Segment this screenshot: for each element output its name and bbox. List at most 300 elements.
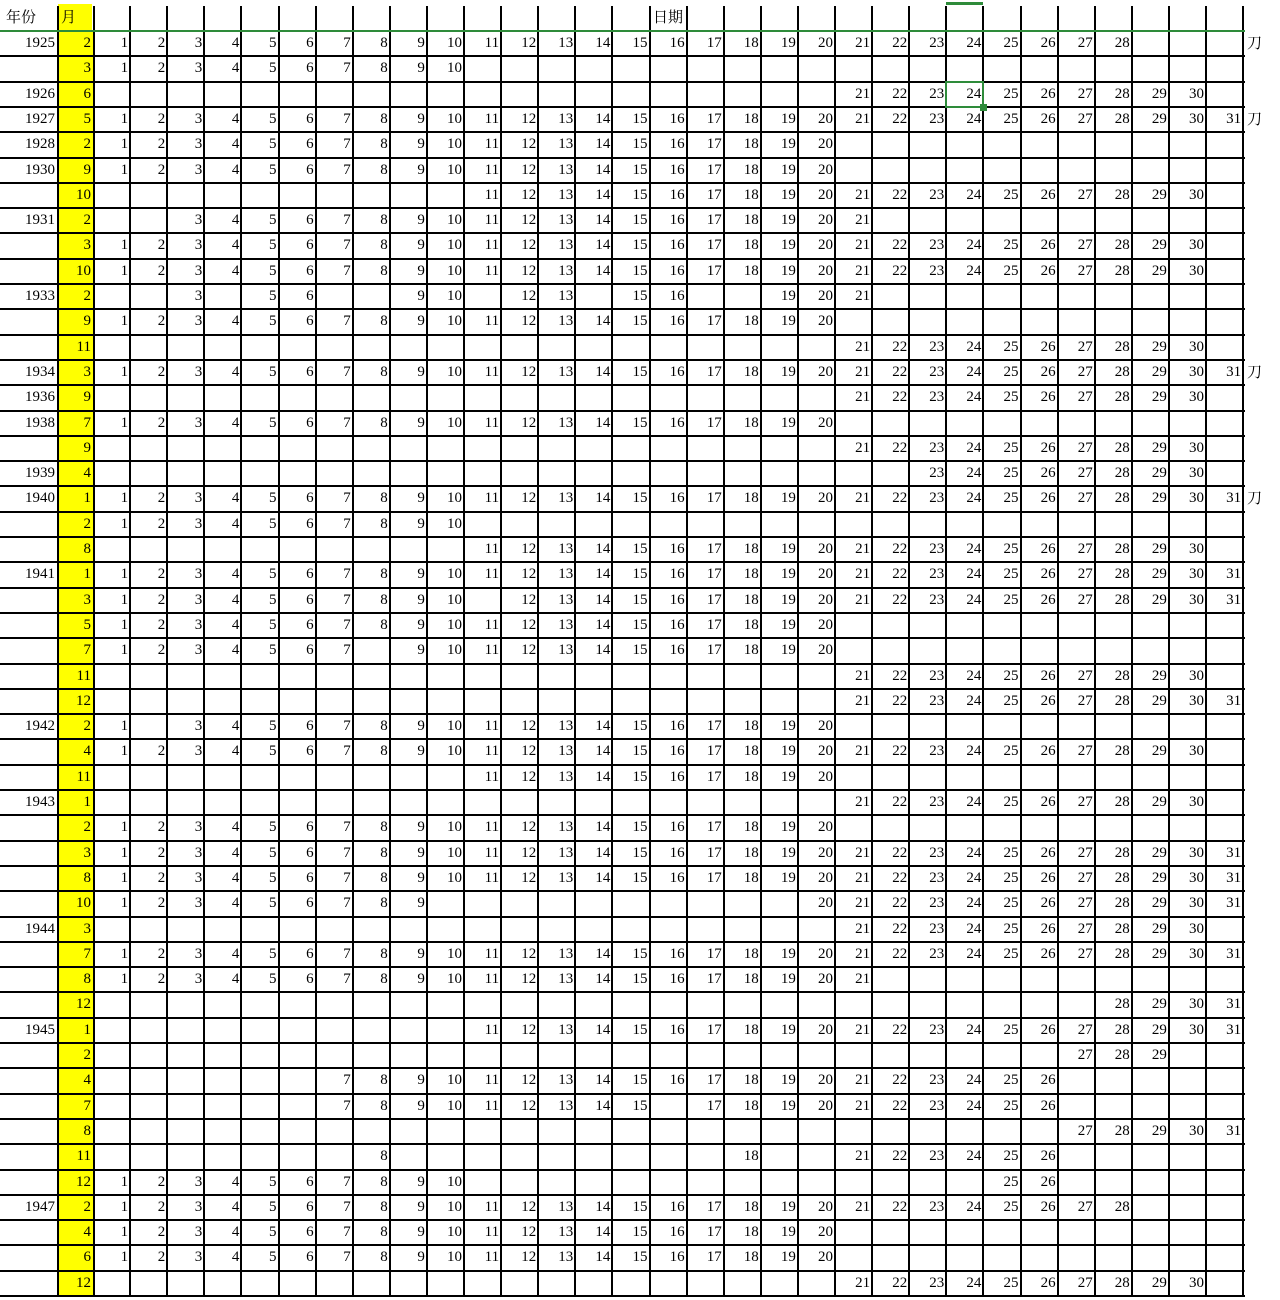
day-cell[interactable]: 5 xyxy=(268,895,277,912)
day-cell[interactable]: 9 xyxy=(417,414,425,431)
year-cell[interactable] xyxy=(6,739,57,764)
year-cell[interactable] xyxy=(6,183,57,208)
day-cell[interactable]: 11 xyxy=(484,186,500,203)
day-cell[interactable]: 29 xyxy=(1151,110,1167,127)
day-cell[interactable]: 1 xyxy=(120,414,129,431)
day-cell[interactable]: 8 xyxy=(380,515,388,532)
day-cell[interactable]: 29 xyxy=(1151,869,1167,886)
day-cell[interactable]: 1 xyxy=(120,1173,129,1190)
day-cell[interactable]: 28 xyxy=(1114,945,1130,962)
day-cell[interactable]: 23 xyxy=(929,591,945,608)
day-cell[interactable]: 13 xyxy=(558,591,574,608)
day-cell[interactable]: 21 xyxy=(855,490,871,507)
day-cell[interactable]: 16 xyxy=(669,363,685,380)
day-cell[interactable]: 14 xyxy=(595,591,611,608)
day-cell[interactable]: 10 xyxy=(446,60,462,77)
day-cell[interactable]: 12 xyxy=(521,313,537,330)
day-cell[interactable]: 6 xyxy=(306,490,314,507)
day-cell[interactable]: 8 xyxy=(380,895,388,912)
day-cell[interactable]: 29 xyxy=(1151,743,1167,760)
month-cell[interactable]: 10 xyxy=(57,891,93,916)
day-cell[interactable]: 9 xyxy=(417,1224,425,1241)
day-cell[interactable]: 25 xyxy=(1003,945,1019,962)
day-cell[interactable]: 20 xyxy=(817,566,833,583)
day-cell[interactable]: 10 xyxy=(446,262,462,279)
day-cell[interactable]: 19 xyxy=(780,945,796,962)
day-cell[interactable]: 5 xyxy=(268,1224,277,1241)
month-cell[interactable]: 6 xyxy=(57,82,93,107)
year-cell[interactable] xyxy=(6,1170,57,1195)
year-cell[interactable] xyxy=(6,309,57,334)
day-cell[interactable]: 28 xyxy=(1114,667,1130,684)
day-cell[interactable]: 8 xyxy=(380,566,388,583)
day-cell[interactable]: 29 xyxy=(1151,1047,1167,1063)
year-cell[interactable] xyxy=(6,1144,57,1169)
month-cell[interactable]: 9 xyxy=(57,158,93,183)
day-cell[interactable]: 23 xyxy=(929,237,945,254)
day-cell[interactable]: 30 xyxy=(1188,692,1204,709)
day-cell[interactable]: 18 xyxy=(743,212,759,229)
day-cell[interactable]: 4 xyxy=(231,945,240,962)
day-cell[interactable]: 18 xyxy=(743,642,759,659)
day-cell[interactable]: 30 xyxy=(1188,237,1204,254)
day-cell[interactable]: 28 xyxy=(1114,465,1130,482)
day-cell[interactable]: 6 xyxy=(306,869,314,886)
day-cell[interactable]: 16 xyxy=(669,237,685,254)
day-cell[interactable]: 30 xyxy=(1188,667,1204,684)
month-cell[interactable]: 9 xyxy=(57,436,93,461)
day-cell[interactable]: 3 xyxy=(194,642,203,659)
day-cell[interactable]: 22 xyxy=(892,1148,908,1165)
day-cell[interactable]: 6 xyxy=(306,566,314,583)
year-cell[interactable] xyxy=(6,259,57,284)
day-cell[interactable]: 30 xyxy=(1188,439,1204,456)
day-cell[interactable]: 10 xyxy=(446,819,462,836)
day-cell[interactable]: 27 xyxy=(1077,1021,1093,1038)
day-cell[interactable]: 18 xyxy=(743,1224,759,1241)
day-cell[interactable]: 18 xyxy=(743,768,759,785)
day-cell[interactable]: 7 xyxy=(343,212,351,229)
day-cell[interactable]: 5 xyxy=(268,363,277,380)
year-cell[interactable]: 1926 xyxy=(25,85,55,102)
day-cell[interactable]: 19 xyxy=(780,566,796,583)
day-cell[interactable]: 24 xyxy=(966,439,982,456)
day-cell[interactable]: 14 xyxy=(595,566,611,583)
day-cell[interactable]: 11 xyxy=(484,844,500,861)
day-cell[interactable]: 17 xyxy=(706,642,722,659)
month-cell[interactable]: 2 xyxy=(57,31,93,56)
day-cell[interactable]: 22 xyxy=(892,869,908,886)
day-cell[interactable]: 30 xyxy=(1188,490,1204,507)
day-cell[interactable]: 22 xyxy=(892,895,908,912)
day-cell[interactable]: 21 xyxy=(855,85,871,102)
day-cell[interactable]: 21 xyxy=(855,743,871,760)
year-cell[interactable] xyxy=(6,436,57,461)
day-cell[interactable]: 29 xyxy=(1151,1274,1167,1291)
day-cell[interactable]: 8 xyxy=(380,313,388,330)
day-cell[interactable]: 21 xyxy=(855,667,871,684)
day-cell[interactable]: 23 xyxy=(929,110,945,127)
day-cell[interactable]: 12 xyxy=(521,414,537,431)
header-year[interactable]: 年份 xyxy=(6,8,37,26)
day-cell[interactable]: 15 xyxy=(632,971,648,988)
day-cell[interactable]: 20 xyxy=(817,1072,833,1089)
day-cell[interactable]: 23 xyxy=(929,1021,945,1038)
day-cell[interactable]: 8 xyxy=(380,1224,388,1241)
day-cell[interactable]: 2 xyxy=(157,60,166,77)
day-cell[interactable]: 28 xyxy=(1114,1122,1130,1139)
day-cell[interactable]: 20 xyxy=(817,768,833,785)
day-cell[interactable]: 30 xyxy=(1188,945,1204,962)
day-cell[interactable]: 16 xyxy=(669,541,685,557)
year-cell[interactable] xyxy=(6,56,57,81)
day-cell[interactable]: 31 xyxy=(1226,363,1242,380)
day-cell[interactable]: 18 xyxy=(743,743,759,760)
day-cell[interactable]: 23 xyxy=(929,1148,945,1165)
day-cell[interactable]: 9 xyxy=(417,1198,425,1215)
day-cell[interactable]: 30 xyxy=(1188,262,1204,279)
day-cell[interactable]: 25 xyxy=(1003,439,1019,456)
day-cell[interactable]: 3 xyxy=(194,971,203,988)
day-cell[interactable]: 3 xyxy=(194,414,203,431)
day-cell[interactable]: 11 xyxy=(484,616,500,633)
day-cell[interactable]: 24 xyxy=(966,945,982,962)
day-cell[interactable]: 5 xyxy=(268,288,277,304)
day-cell[interactable]: 17 xyxy=(706,313,722,330)
month-cell[interactable]: 7 xyxy=(57,942,93,967)
day-cell[interactable]: 15 xyxy=(632,110,648,127)
day-cell[interactable]: 1 xyxy=(120,1249,129,1266)
day-cell[interactable]: 13 xyxy=(558,1072,574,1089)
day-cell[interactable]: 16 xyxy=(669,313,685,330)
day-cell[interactable]: 8 xyxy=(380,819,388,836)
day-cell[interactable]: 12 xyxy=(521,161,537,178)
day-cell[interactable]: 9 xyxy=(417,237,425,254)
day-cell[interactable]: 23 xyxy=(929,794,945,810)
day-cell[interactable]: 18 xyxy=(743,161,759,178)
day-cell[interactable]: 15 xyxy=(632,819,648,836)
day-cell[interactable]: 11 xyxy=(484,35,500,51)
day-cell[interactable]: 9 xyxy=(417,1249,425,1266)
day-cell[interactable]: 10 xyxy=(446,945,462,962)
day-cell[interactable]: 14 xyxy=(595,1198,611,1215)
day-cell[interactable]: 22 xyxy=(892,667,908,684)
day-cell[interactable]: 17 xyxy=(706,363,722,380)
month-cell[interactable]: 9 xyxy=(57,385,93,410)
day-cell[interactable]: 4 xyxy=(231,1198,240,1215)
day-cell[interactable]: 28 xyxy=(1114,566,1130,583)
day-cell[interactable]: 17 xyxy=(706,718,722,735)
day-cell[interactable]: 11 xyxy=(484,363,500,380)
day-cell[interactable]: 21 xyxy=(855,1274,871,1291)
day-cell[interactable]: 17 xyxy=(706,844,722,861)
day-cell[interactable]: 6 xyxy=(306,414,314,431)
day-cell[interactable]: 19 xyxy=(780,743,796,760)
day-cell[interactable]: 27 xyxy=(1077,1122,1093,1139)
day-cell[interactable]: 15 xyxy=(632,161,648,178)
day-cell[interactable]: 13 xyxy=(558,971,574,988)
day-cell[interactable]: 23 xyxy=(929,35,945,51)
day-cell[interactable]: 23 xyxy=(929,692,945,709)
day-cell[interactable]: 8 xyxy=(380,363,388,380)
day-cell[interactable]: 8 xyxy=(380,1148,388,1165)
day-cell[interactable]: 19 xyxy=(780,262,796,279)
day-cell[interactable]: 18 xyxy=(743,718,759,735)
day-cell[interactable]: 19 xyxy=(780,1097,796,1114)
day-cell[interactable]: 21 xyxy=(855,237,871,254)
day-cell[interactable]: 9 xyxy=(417,288,425,304)
day-cell[interactable]: 25 xyxy=(1003,692,1019,709)
day-cell[interactable]: 24 xyxy=(966,743,982,760)
day-cell[interactable]: 20 xyxy=(817,1224,833,1241)
day-cell[interactable]: 17 xyxy=(706,616,722,633)
day-cell[interactable]: 9 xyxy=(417,895,425,912)
day-cell[interactable]: 10 xyxy=(446,971,462,988)
day-cell[interactable]: 22 xyxy=(892,186,908,203)
day-cell[interactable]: 12 xyxy=(521,1021,537,1038)
day-cell[interactable]: 14 xyxy=(595,718,611,735)
day-cell[interactable]: 18 xyxy=(743,1097,759,1114)
day-cell[interactable]: 22 xyxy=(892,439,908,456)
day-cell[interactable]: 27 xyxy=(1077,85,1093,102)
day-cell[interactable]: 25 xyxy=(1003,237,1019,254)
day-cell[interactable]: 6 xyxy=(306,237,314,254)
header-dates[interactable]: 日期 xyxy=(652,8,683,26)
day-cell[interactable]: 1 xyxy=(120,591,129,608)
day-cell[interactable]: 2 xyxy=(157,591,166,608)
day-cell[interactable]: 27 xyxy=(1077,743,1093,760)
month-cell[interactable]: 1 xyxy=(57,562,93,587)
day-cell[interactable]: 5 xyxy=(268,136,277,153)
day-cell[interactable]: 6 xyxy=(306,718,314,735)
day-cell[interactable]: 20 xyxy=(817,616,833,633)
day-cell[interactable]: 16 xyxy=(669,945,685,962)
day-cell[interactable]: 4 xyxy=(231,895,240,912)
day-cell[interactable]: 2 xyxy=(157,262,166,279)
day-cell[interactable]: 1 xyxy=(120,743,129,760)
day-cell[interactable]: 22 xyxy=(892,541,908,557)
day-cell[interactable]: 27 xyxy=(1077,920,1093,937)
day-cell[interactable]: 20 xyxy=(817,186,833,203)
day-cell[interactable]: 1 xyxy=(120,895,129,912)
day-cell[interactable]: 9 xyxy=(417,591,425,608)
day-cell[interactable]: 25 xyxy=(1003,591,1019,608)
day-cell[interactable]: 5 xyxy=(268,591,277,608)
day-cell[interactable]: 10 xyxy=(446,212,462,229)
day-cell[interactable]: 19 xyxy=(780,1198,796,1215)
day-cell[interactable]: 12 xyxy=(521,490,537,507)
month-cell[interactable]: 8 xyxy=(57,967,93,992)
day-cell[interactable]: 25 xyxy=(1003,1274,1019,1291)
day-cell[interactable]: 24 xyxy=(966,566,982,583)
day-cell[interactable]: 9 xyxy=(417,161,425,178)
day-cell[interactable]: 21 xyxy=(855,1097,871,1114)
day-cell[interactable]: 30 xyxy=(1188,363,1204,380)
day-cell[interactable]: 31 xyxy=(1226,1122,1242,1139)
day-cell[interactable]: 17 xyxy=(706,1072,722,1089)
day-cell[interactable]: 27 xyxy=(1077,389,1093,406)
month-cell[interactable]: 5 xyxy=(57,107,93,132)
day-cell[interactable]: 17 xyxy=(706,237,722,254)
day-cell[interactable]: 4 xyxy=(231,490,240,507)
month-cell[interactable]: 7 xyxy=(57,638,93,663)
day-cell[interactable]: 2 xyxy=(157,616,166,633)
day-cell[interactable]: 6 xyxy=(306,819,314,836)
day-cell[interactable]: 22 xyxy=(892,262,908,279)
month-cell[interactable]: 10 xyxy=(57,183,93,208)
day-cell[interactable]: 19 xyxy=(780,768,796,785)
day-cell[interactable]: 12 xyxy=(521,363,537,380)
day-cell[interactable]: 15 xyxy=(632,212,648,229)
month-cell[interactable]: 8 xyxy=(57,866,93,891)
day-cell[interactable]: 10 xyxy=(446,718,462,735)
day-cell[interactable]: 13 xyxy=(558,869,574,886)
day-cell[interactable]: 15 xyxy=(632,1097,648,1114)
day-cell[interactable]: 31 xyxy=(1226,844,1242,861)
day-cell[interactable]: 16 xyxy=(669,616,685,633)
day-cell[interactable]: 18 xyxy=(743,566,759,583)
day-cell[interactable]: 26 xyxy=(1040,869,1056,886)
day-cell[interactable]: 10 xyxy=(446,288,462,304)
day-cell[interactable]: 24 xyxy=(966,1021,982,1038)
day-cell[interactable]: 19 xyxy=(780,642,796,659)
day-cell[interactable]: 2 xyxy=(157,642,166,659)
day-cell[interactable]: 16 xyxy=(669,1198,685,1215)
month-cell[interactable]: 10 xyxy=(57,259,93,284)
day-cell[interactable]: 19 xyxy=(780,844,796,861)
month-cell[interactable]: 4 xyxy=(57,1068,93,1093)
day-cell[interactable]: 5 xyxy=(268,869,277,886)
day-cell[interactable]: 11 xyxy=(484,414,500,431)
day-cell[interactable]: 6 xyxy=(306,288,314,304)
day-cell[interactable]: 12 xyxy=(521,1198,537,1215)
month-cell[interactable]: 9 xyxy=(57,309,93,334)
day-cell[interactable]: 5 xyxy=(268,566,277,583)
day-cell[interactable]: 11 xyxy=(484,490,500,507)
day-cell[interactable]: 20 xyxy=(817,1198,833,1215)
day-cell[interactable]: 8 xyxy=(380,869,388,886)
day-cell[interactable]: 12 xyxy=(521,869,537,886)
day-cell[interactable]: 3 xyxy=(194,110,203,127)
day-cell[interactable]: 7 xyxy=(343,515,351,532)
day-cell[interactable]: 2 xyxy=(157,1224,166,1241)
day-cell[interactable]: 12 xyxy=(521,566,537,583)
day-cell[interactable]: 17 xyxy=(706,541,722,557)
day-cell[interactable]: 20 xyxy=(817,743,833,760)
day-cell[interactable]: 18 xyxy=(743,1148,759,1165)
day-cell[interactable]: 23 xyxy=(929,566,945,583)
year-cell[interactable] xyxy=(6,588,57,613)
day-cell[interactable]: 12 xyxy=(521,1072,537,1089)
day-cell[interactable]: 12 xyxy=(521,642,537,659)
year-cell[interactable] xyxy=(6,537,57,562)
day-cell[interactable]: 11 xyxy=(484,1072,500,1089)
day-cell[interactable]: 3 xyxy=(194,288,203,304)
day-cell[interactable]: 17 xyxy=(706,110,722,127)
day-cell[interactable]: 14 xyxy=(595,1249,611,1266)
day-cell[interactable]: 30 xyxy=(1188,186,1204,203)
day-cell[interactable]: 17 xyxy=(706,945,722,962)
day-cell[interactable]: 2 xyxy=(157,414,166,431)
day-cell[interactable]: 25 xyxy=(1003,869,1019,886)
day-cell[interactable]: 19 xyxy=(780,869,796,886)
day-cell[interactable]: 26 xyxy=(1040,591,1056,608)
day-cell[interactable]: 23 xyxy=(929,667,945,684)
year-cell[interactable]: 1939 xyxy=(25,465,55,482)
header-month[interactable]: 月 xyxy=(58,4,92,31)
day-cell[interactable]: 4 xyxy=(231,515,240,532)
note-cell[interactable]: 刀 xyxy=(1247,109,1263,128)
day-cell[interactable]: 30 xyxy=(1188,338,1204,355)
day-cell[interactable]: 4 xyxy=(231,591,240,608)
day-cell[interactable]: 3 xyxy=(194,591,203,608)
day-cell[interactable]: 19 xyxy=(780,288,796,304)
day-cell[interactable]: 18 xyxy=(743,616,759,633)
day-cell[interactable]: 5 xyxy=(268,212,277,229)
day-cell[interactable]: 25 xyxy=(1003,895,1019,912)
day-cell[interactable]: 27 xyxy=(1077,844,1093,861)
day-cell[interactable]: 26 xyxy=(1040,794,1056,810)
day-cell[interactable]: 6 xyxy=(306,161,314,178)
day-cell[interactable]: 25 xyxy=(1003,186,1019,203)
day-cell[interactable]: 17 xyxy=(706,490,722,507)
day-cell[interactable]: 7 xyxy=(343,1249,351,1266)
day-cell[interactable]: 26 xyxy=(1040,35,1056,51)
day-cell[interactable]: 23 xyxy=(929,945,945,962)
day-cell[interactable]: 16 xyxy=(669,1072,685,1089)
day-cell[interactable]: 14 xyxy=(595,35,611,51)
day-cell[interactable]: 6 xyxy=(306,971,314,988)
day-cell[interactable]: 24 xyxy=(966,389,982,406)
day-cell[interactable]: 5 xyxy=(268,60,277,77)
day-cell[interactable]: 3 xyxy=(194,1198,203,1215)
day-cell[interactable]: 12 xyxy=(521,541,537,557)
day-cell[interactable]: 3 xyxy=(194,844,203,861)
day-cell[interactable]: 22 xyxy=(892,110,908,127)
day-cell[interactable]: 1 xyxy=(120,136,129,153)
day-cell[interactable]: 13 xyxy=(558,1198,574,1215)
day-cell[interactable]: 23 xyxy=(929,844,945,861)
day-cell[interactable]: 20 xyxy=(817,237,833,254)
day-cell[interactable]: 5 xyxy=(268,971,277,988)
day-cell[interactable]: 31 xyxy=(1226,1021,1242,1038)
day-cell[interactable]: 29 xyxy=(1151,85,1167,102)
day-cell[interactable]: 19 xyxy=(780,110,796,127)
day-cell[interactable]: 1 xyxy=(120,1198,129,1215)
day-cell[interactable]: 15 xyxy=(632,768,648,785)
day-cell[interactable]: 18 xyxy=(743,110,759,127)
day-cell[interactable]: 6 xyxy=(306,945,314,962)
day-cell[interactable]: 1 xyxy=(120,566,129,583)
day-cell[interactable]: 11 xyxy=(484,313,500,330)
day-cell[interactable]: 23 xyxy=(929,363,945,380)
day-cell[interactable]: 11 xyxy=(484,1097,500,1114)
day-cell[interactable]: 29 xyxy=(1151,591,1167,608)
day-cell[interactable]: 13 xyxy=(558,1224,574,1241)
day-cell[interactable]: 11 xyxy=(484,819,500,836)
day-cell[interactable]: 2 xyxy=(157,35,166,51)
day-cell[interactable]: 6 xyxy=(306,313,314,330)
day-cell[interactable]: 7 xyxy=(343,616,351,633)
day-cell[interactable]: 18 xyxy=(743,313,759,330)
day-cell[interactable]: 23 xyxy=(929,1072,945,1089)
day-cell[interactable]: 11 xyxy=(484,1021,500,1038)
day-cell[interactable]: 18 xyxy=(743,971,759,988)
day-cell[interactable]: 16 xyxy=(669,566,685,583)
day-cell[interactable]: 17 xyxy=(706,971,722,988)
day-cell[interactable]: 28 xyxy=(1114,1274,1130,1291)
day-cell[interactable]: 3 xyxy=(194,136,203,153)
